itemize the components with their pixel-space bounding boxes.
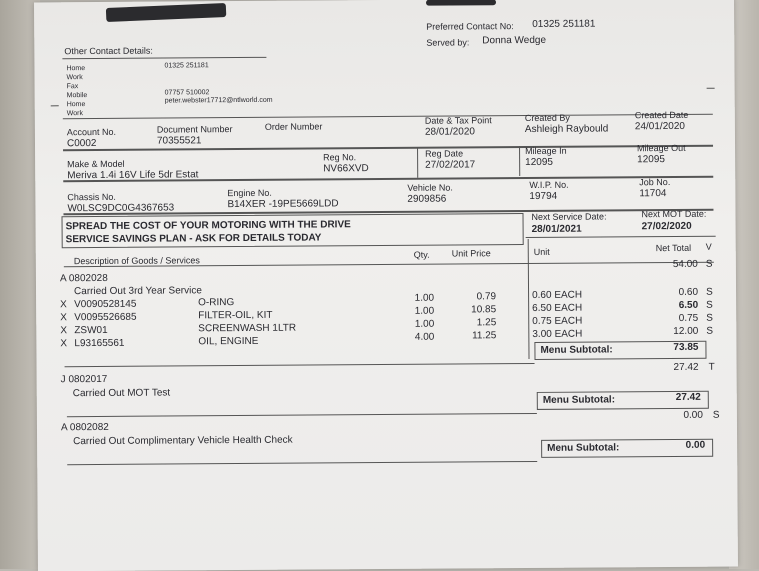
wip-no: 19794 [529, 190, 558, 202]
item-total: 6.50 [678, 299, 699, 311]
contact-label-mobile: Mobile [66, 92, 88, 100]
created-date-label: Created Date [634, 109, 689, 121]
next-service-label: Next Service Date: [531, 211, 607, 222]
divider [63, 114, 713, 120]
section-total: 27.42 [673, 361, 699, 373]
item-total: 0.60 [678, 286, 699, 298]
mileage-out-label: Mileage Out [637, 142, 686, 154]
item-unit: 3.00 EACH [532, 328, 583, 340]
document-number: 70355521 [156, 135, 202, 147]
column-divider [528, 239, 530, 359]
item-prefix: X [60, 299, 67, 311]
served-by-value: Donna Wedge [482, 34, 547, 47]
subtotal-label: Menu Subtotal: [542, 394, 616, 406]
contact-label-fax: Fax [66, 83, 79, 91]
mileage-in: 12095 [525, 156, 553, 169]
order-number-label: Order Number [264, 121, 323, 132]
col-net-total: Net Total [655, 242, 692, 254]
vehicle-no-label: Vehicle No. [407, 182, 453, 193]
section-vat: S [705, 258, 713, 270]
invoice-sheet [34, 0, 738, 571]
job-no: 11704 [639, 188, 667, 200]
item-vat: S [706, 299, 713, 311]
margin-tick [51, 105, 59, 106]
item-part: ZSW01 [74, 324, 108, 337]
subtotal-label: Menu Subtotal: [540, 344, 613, 356]
reg-date: 27/02/2017 [425, 159, 476, 171]
chassis-no: W0LSC9DC0G4367653 [67, 202, 175, 215]
account-no-label: Account No. [66, 126, 116, 138]
account-no: C0002 [66, 138, 97, 150]
subtotal-label: Menu Subtotal: [547, 442, 620, 454]
item-vat: S [706, 312, 713, 324]
margin-tick [707, 88, 715, 89]
vehicle-no: 2909856 [407, 193, 447, 205]
divider [65, 363, 535, 367]
contact-label-home: Home [66, 65, 86, 73]
item-vat: S [706, 325, 714, 337]
reg-date-label: Reg Date [425, 148, 464, 159]
divider [67, 413, 537, 417]
subtotal-value: 27.42 [675, 391, 701, 403]
item-part: V0090528145 [74, 298, 137, 311]
section-description: Carried Out MOT Test [72, 387, 171, 400]
divider [67, 461, 537, 465]
section-code: J 0802017 [60, 373, 108, 386]
subtotal-value: 73.85 [673, 341, 699, 353]
item-part: V0095526685 [74, 311, 137, 324]
item-prefix: X [60, 338, 68, 350]
section-total: 0.00 [683, 409, 703, 421]
item-qty: 4.00 [414, 331, 435, 343]
item-desc: O-RING [198, 297, 235, 309]
engine-label: Engine No. [227, 187, 272, 199]
item-desc: OIL, ENGINE [198, 335, 259, 348]
item-part: L93165561 [74, 337, 125, 350]
section-description: Carried Out 3rd Year Service [73, 285, 202, 298]
reg-no: NV66XVD [323, 163, 369, 175]
reg-no-label: Reg No. [323, 152, 357, 163]
date-tax: 28/01/2020 [424, 126, 476, 138]
chassis-label: Chassis No. [67, 191, 116, 203]
item-price: 0.79 [476, 291, 497, 303]
created-date: 24/01/2020 [634, 120, 685, 133]
next-mot-label: Next MOT Date: [641, 208, 707, 220]
item-qty: 1.00 [414, 305, 435, 317]
redaction-mark [426, 0, 496, 6]
item-unit: 6.50 EACH [532, 302, 583, 314]
col-unit: Unit [533, 246, 550, 257]
col-description: Description of Goods / Services [73, 255, 200, 267]
item-price: 11.25 [472, 330, 497, 342]
item-vat: S [706, 286, 713, 298]
item-total: 0.75 [678, 312, 699, 324]
date-tax-label: Date & Tax Point [424, 115, 492, 126]
promo-line-1: SPREAD THE COST OF YOUR MOTORING WITH THE DRIVE [65, 219, 351, 233]
mileage-in-label: Mileage In [525, 145, 567, 157]
divider [526, 236, 716, 238]
contact-label-work-email: Work [66, 110, 84, 118]
contact-label-work: Work [66, 74, 83, 82]
col-unit-price: Unit Price [451, 248, 491, 259]
next-service-date: 28/01/2021 [531, 223, 582, 235]
job-label: Job No. [639, 177, 671, 188]
item-desc: FILTER-OIL, KIT [198, 309, 273, 322]
item-prefix: X [60, 325, 68, 337]
col-vat: V [705, 241, 712, 252]
wip-label: W.I.P. No. [529, 179, 569, 190]
contact-email: peter.webster17712@ntlworld.com [164, 96, 273, 105]
created-by: Ashleigh Raybould [524, 123, 609, 136]
promo-line-2: SERVICE SAVINGS PLAN - ASK FOR DETAILS TODAY [65, 232, 322, 246]
next-mot-date: 27/02/2020 [641, 220, 692, 233]
section-code: A 0802028 [59, 272, 108, 285]
col-qty: Qty. [413, 249, 430, 260]
contact-mobile: 07757 510002 [164, 89, 210, 97]
engine-no: B14XER -19PE5669LDD [227, 198, 339, 211]
section-code: A 0802082 [60, 421, 109, 434]
item-unit: 0.75 EACH [532, 315, 583, 327]
other-contact-title: Other Contact Details: [64, 45, 153, 57]
section-total: 54.00 [672, 258, 698, 270]
section-description: Carried Out Complimentary Vehicle Health Check [73, 434, 293, 448]
section-vat: S [712, 409, 720, 421]
contact-home-phone: 01325 251181 [164, 62, 209, 70]
item-price: 10.85 [471, 304, 497, 316]
item-qty: 1.00 [414, 292, 435, 304]
column-divider [417, 148, 418, 178]
mileage-out: 12095 [637, 154, 665, 166]
preferred-contact-label: Preferred Contact No: [426, 21, 514, 32]
contact-label-home-email: Home [66, 101, 86, 109]
preferred-contact-value: 01325 251181 [532, 18, 596, 30]
created-by-label: Created By [524, 112, 570, 124]
make-model: Meriva 1.4i 16V Life 5dr Estat [67, 169, 199, 182]
item-total: 12.00 [673, 325, 699, 337]
served-by-label: Served by: [426, 37, 470, 48]
column-divider [519, 146, 520, 176]
subtotal-value: 0.00 [685, 439, 706, 451]
item-prefix: X [60, 312, 67, 324]
divider [62, 57, 266, 59]
make-model-label: Make & Model [67, 158, 125, 170]
document-number-label: Document Number [156, 124, 233, 135]
redaction-mark [106, 3, 226, 22]
item-price: 1.25 [476, 317, 497, 329]
item-desc: SCREENWASH 1LTR [198, 322, 297, 335]
section-vat: T [708, 361, 715, 373]
item-qty: 1.00 [414, 318, 435, 330]
item-unit: 0.60 EACH [532, 289, 583, 301]
